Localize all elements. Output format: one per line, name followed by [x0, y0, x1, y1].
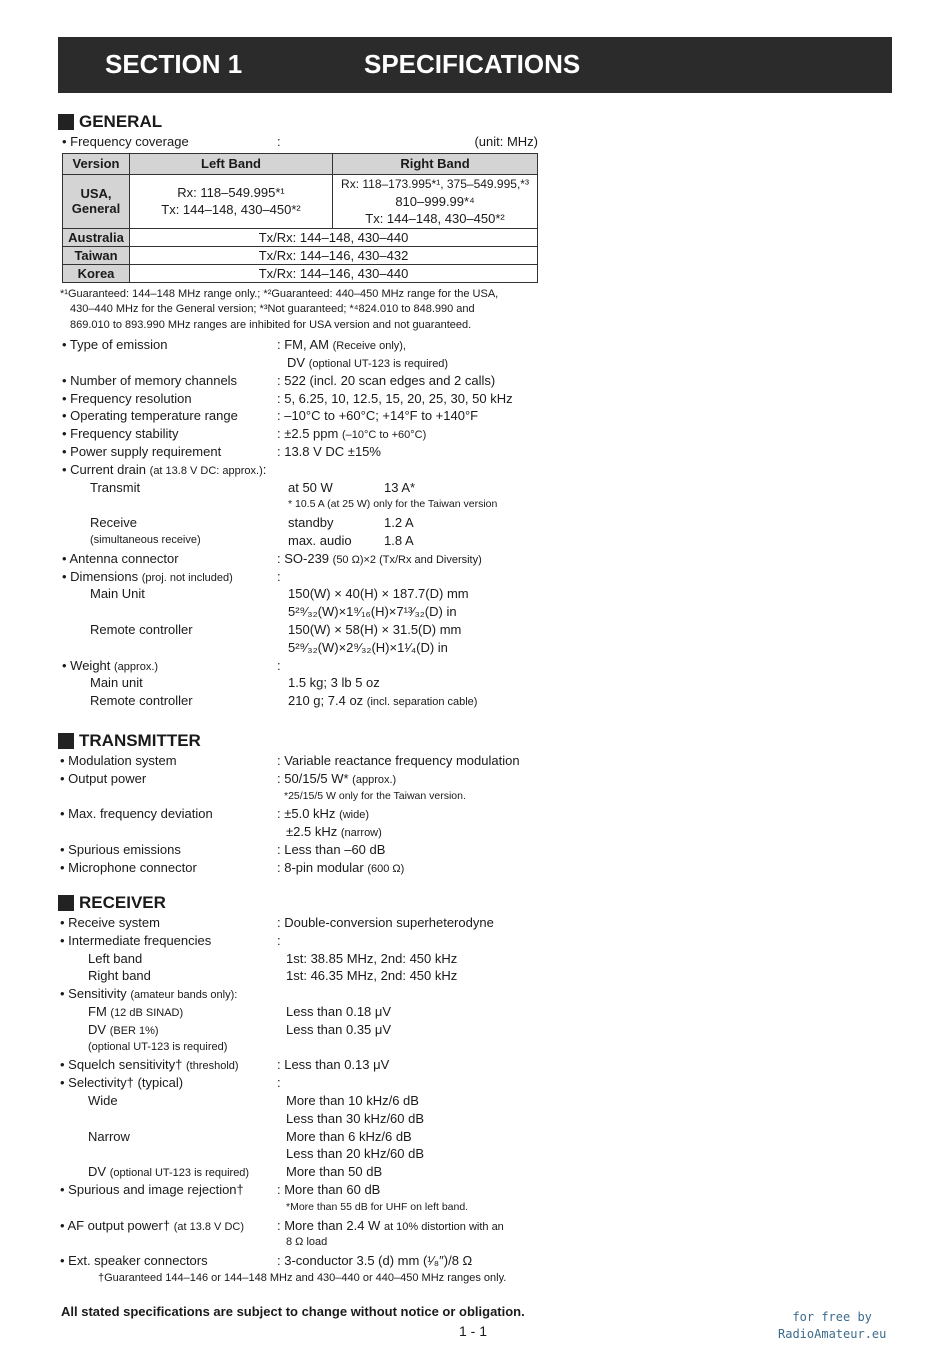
table-row: Taiwan Tx/Rx: 144–146, 430–432 — [63, 246, 538, 264]
table-row-usa: USA, General Rx: 118–549.995*¹ Tx: 144–148, 430–450*² Rx: 118–173.995*¹, 375–549.995,*³ 810–999.99*⁴ Tx: 144–148, 430–450*² — [63, 174, 538, 228]
heading-square-icon — [58, 114, 74, 130]
spec-stability: • Frequency stability : ±2.5 ppm (–10°C to +60°C) — [62, 426, 427, 442]
spec-weight: • Weight (approx.) : — [62, 657, 281, 673]
change-notice: All stated specifications are subject to change without notice or obligation. — [61, 1304, 525, 1319]
receiver-heading: RECEIVER — [58, 892, 538, 914]
receiver-section: RECEIVER • Receive system : Double-conversion superheterodyne • Intermediate frequencies : Left band 1st: 38.85 MHz, 2nd: 450 kHz Right band 1st: 46.35 MHz, 2nd: 450 kHz • Sensitivity (amateur bands only): FM (12 dB SINAD) Less than 0.18 μV DV (BER 1%) Less than 0.35 μV (optional UT-123 is required) • Squelch sensitivity† (threshold) : Less than 0.13 μV • Selectivity† (typical) : Wide More than 10 kHz/6 dB Less than 30 kHz/60 dB Narrow More than 6 kHz/6 dB Less than 20 kHz/60 dB DV (optional UT-123 is required) More than 50 dB • Spurious and image rejection† : More than 60 dB *More than 55 dB for UHF on left band. • AF output power† (at 13.8 V DC) : More than 2.4 W at 10% distortion with an 8 Ω load • Ext. speaker connectors : 3-conductor 3.5 (d) mm (¹⁄₈″)/8 Ω †Guaranteed 144–146 or 144–148 MHz and 430–440 or 440–450 MHz ranges only. — [58, 892, 538, 1288]
spec-deviation: • Max. frequency deviation : ±5.0 kHz (wide) — [60, 806, 370, 822]
spec-dimensions: • Dimensions (proj. not included) : — [62, 568, 281, 584]
spec-af-output: • AF output power† (at 13.8 V DC) : More than 2.4 W at 10% distortion with an — [60, 1217, 504, 1233]
table-header-row: Version Left Band Right Band — [63, 153, 538, 174]
spec-temperature: • Operating temperature range : –10°C to +60°C; +14°F to +140°F — [62, 408, 479, 424]
heading-square-icon — [58, 895, 74, 911]
frequency-table — [62, 153, 538, 283]
table-row: Korea Tx/Rx: 144–146, 430–440 — [63, 264, 538, 282]
section-title: SPECIFICATIONS — [364, 49, 581, 79]
general-section: GENERAL • Frequency coverage : (unit: MHz) Version Left Band Right Band USA, General Rx: 118–549.995*¹ Tx: 144–148, 430–450*² Rx: 118–173.995*¹, 375–549.995,*³ 810–999.99*⁴ Tx: 144–148, 430–450*² Australia Tx/Rx: 144–148, 430–440 Taiwan Tx/Rx: 144–146, 430–432 Korea Tx/Rx: 144–146, 430–440 *¹Guaranteed: 144–148 MHz range only.; *²Guaranteed: 440–450 MHz range for the USA, 430–440 MHz for the General version; *³Not guaranteed; *⁴824.010 to 848.990 and 869.010 to 893.990 MHz ranges are inhibited for USA version and not guaranteed. • Type of emission : FM, AM (Receive only), DV (optional UT-123 is required) • Number of memory channels : 522 (incl. 20 scan edges and 2 calls) • Frequency resolution : 5, 6.25, 10, 12.5, 15, 20, 25, 30, 50 kHz • Operating temperature range : –10°C to +60°C; +14°F to +140°F • Frequency stability : ±2.5 ppm (–10°C to +60°C) • Power supply requirement : 13.8 V DC ±15% • Current drain (at 13.8 V DC: approx.): Transmit at 50 W 13 A* * 10.5 A (at 25 W) only for the Taiwan version Receive standby 1.2 A (simultaneous receive) max. audio 1.8 A • Antenna connector : SO-239 (50 Ω)×2 (Tx/Rx and Diversity) • Dimensions (proj. not included) : Main Unit 150(W) × 40(H) × 187.7(D) mm 5²⁹⁄₃₂(W)×1⁹⁄₁₆(H)×7¹³⁄₃₂(D) in Remote controller 150(W) × 58(H) × 31.5(D) mm 5²⁹⁄₃₂(W)×2⁹⁄₃₂(H)×1¹⁄₄(D) in • Weight (approx.) : Main unit 1.5 kg; 3 lb 5 oz Remote controller 210 g; 7.4 oz (incl. separation cable) — [60, 112, 538, 709]
spec-power: • Power supply requirement : 13.8 V DC ±15% — [62, 444, 381, 460]
section-number: SECTION 1 — [105, 49, 243, 79]
spec-sensitivity: • Sensitivity (amateur bands only): — [60, 986, 238, 1002]
spec-image-rejection: • Spurious and image rejection† : More than 60 dB — [60, 1181, 381, 1197]
spec-if: • Intermediate frequencies : — [60, 932, 281, 948]
spec-squelch: • Squelch sensitivity† (threshold) : Less than 0.13 μV — [60, 1057, 390, 1073]
spec-output-power: • Output power : 50/15/5 W* (approx.) — [60, 770, 397, 786]
spec-speaker-connector: • Ext. speaker connectors : 3-conductor 3.5 (d) mm (¹⁄₈″)/8 Ω — [60, 1253, 473, 1269]
freq-coverage-row: • Frequency coverage : (unit: MHz) — [62, 134, 538, 149]
transmitter-heading: TRANSMITTER — [58, 730, 538, 752]
spec-selectivity: • Selectivity† (typical) : — [60, 1075, 281, 1091]
spec-spurious: • Spurious emissions : Less than –60 dB — [60, 841, 386, 857]
watermark: for free by RadioAmateur.eu — [778, 1310, 887, 1341]
transmitter-section: TRANSMITTER • Modulation system : Variable reactance frequency modulation • Output power : 50/15/5 W* (approx.) *25/15/5 W only for the Taiwan version. • Max. frequency deviation : ±5.0 kHz (wide) ±2.5 kHz (narrow) • Spurious emissions : Less than –60 dB • Microphone connector : 8-pin modular (600 Ω) — [58, 730, 538, 877]
spec-current-drain: • Current drain (at 13.8 V DC: approx.): — [62, 461, 267, 477]
general-heading: GENERAL — [58, 111, 538, 133]
spec-antenna: • Antenna connector : SO-239 (50 Ω)×2 (Tx/Rx and Diversity) — [62, 550, 482, 566]
spec-mic-connector: • Microphone connector : 8-pin modular (600 Ω) — [60, 859, 405, 875]
heading-square-icon — [58, 733, 74, 749]
table-footnote: *¹Guaranteed: 144–148 MHz range only.; *²Guaranteed: 440–450 MHz range for the USA, 430–440 MHz for the General version; *³Not guaranteed; *⁴824.010 to 848.990 and 869.010 to 893.990 MHz ranges are inhibited for USA version and not guaranteed. — [60, 287, 499, 331]
table-row: Australia Tx/Rx: 144–148, 430–440 — [63, 228, 538, 246]
spec-modulation: • Modulation system : Variable reactance frequency modulation — [60, 753, 520, 768]
spec-memory: • Number of memory channels : 522 (incl. 20 scan edges and 2 calls) — [62, 372, 496, 388]
section-header — [58, 37, 892, 93]
page-number: 1 - 1 — [459, 1323, 488, 1339]
spec-receive-system: • Receive system : Double-conversion superheterodyne — [60, 915, 494, 930]
spec-resolution: • Frequency resolution : 5, 6.25, 10, 12.5, 15, 20, 25, 30, 50 kHz — [62, 390, 513, 406]
spec-emission: • Type of emission : FM, AM (Receive only), — [62, 337, 406, 353]
